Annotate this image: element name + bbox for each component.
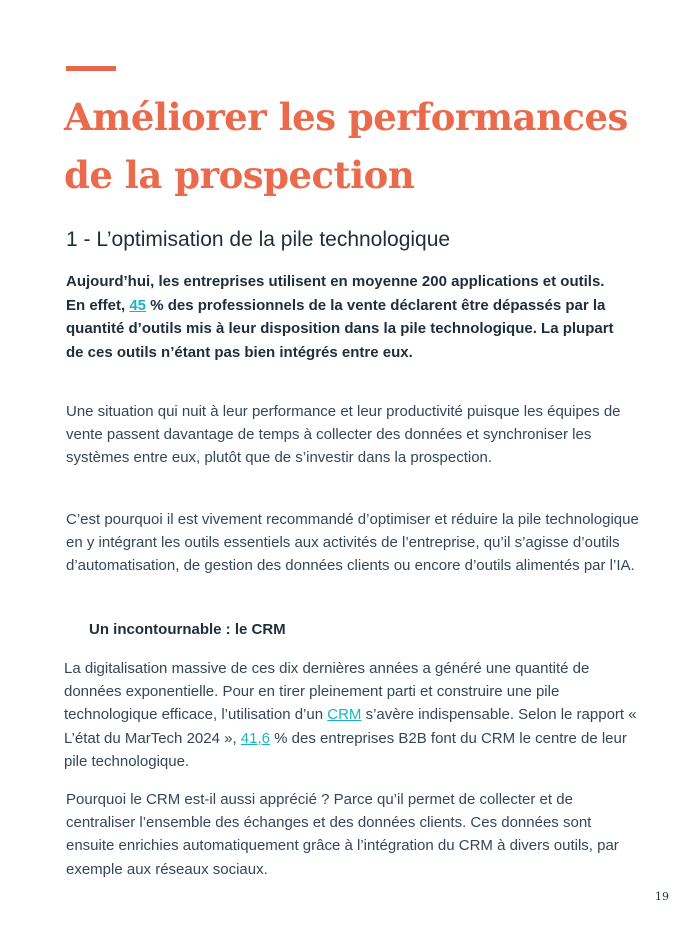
page-title-line-1: Améliorer les performances: [64, 95, 628, 139]
crm-text-part-2: s’avère indispensable. Selon le rapport « L’état du MarTech 2024 »,: [64, 706, 637, 747]
intro-text-part-1: Aujourd’hui, les entreprises utilisent en moyenne 200 applications et outils. En effet,: [66, 273, 605, 314]
page-title: [64, 88, 664, 204]
crm-link[interactable]: CRM: [327, 706, 362, 724]
page-title-line-2: de la prospection: [64, 153, 415, 197]
statistic-45-link[interactable]: 45: [129, 296, 147, 314]
section-heading: 1 - L’optimisation de la pile technologique: [66, 228, 451, 251]
accent-bar: [66, 66, 116, 71]
intro-text-part-2: % des professionnels de la vente déclarent être dépassés par la quantité d’outils mis à leur disposition dans la pile technologique. La plupart de ces outils n’étant pas bien intégrés entre eux.: [66, 296, 614, 361]
paragraph-crm-benefits: Pourquoi le CRM est-il aussi apprécié ? Parce qu’il permet de collecter et de centraliser l’ensemble des échanges et des données clients. Ces données sont ensuite enrichies automatiquement grâce à l’intégration du CRM à divers outils, par exemple aux réseaux sociaux.: [66, 791, 619, 878]
crm-subheading: Un incontournable : le CRM: [89, 621, 286, 638]
paragraph-crm: [64, 657, 644, 773]
page-number: 19: [655, 890, 669, 903]
statistic-41-6-link[interactable]: 41,6: [240, 729, 270, 747]
paragraph-recommendation: C’est pourquoi il est vivement recommandé d’optimiser et réduire la pile technologique en y intégrant les outils essentiels aux activités de l’entreprise, qu’il s’agisse d’outils d’automatisation, de gestion des données clients ou encore d’outils alimentés par l’IA.: [66, 511, 639, 575]
crm-text-part-3: % des entreprises B2B font du CRM le centre de leur pile technologique.: [64, 729, 627, 770]
crm-text-part-1: La digitalisation massive de ces dix dernières années a généré une quantité de données exponentielle. Pour en tirer pleinement parti et construire une pile technologique efficace, l’utilisation d’un: [64, 660, 590, 724]
intro-paragraph: [66, 270, 626, 364]
paragraph-productivity: Une situation qui nuit à leur performance et leur productivité puisque les équipes de vente passent davantage de temps à collecter des données et synchroniser les systèmes entre eux, plutôt que de s’investir dans la prospection.: [66, 403, 621, 467]
